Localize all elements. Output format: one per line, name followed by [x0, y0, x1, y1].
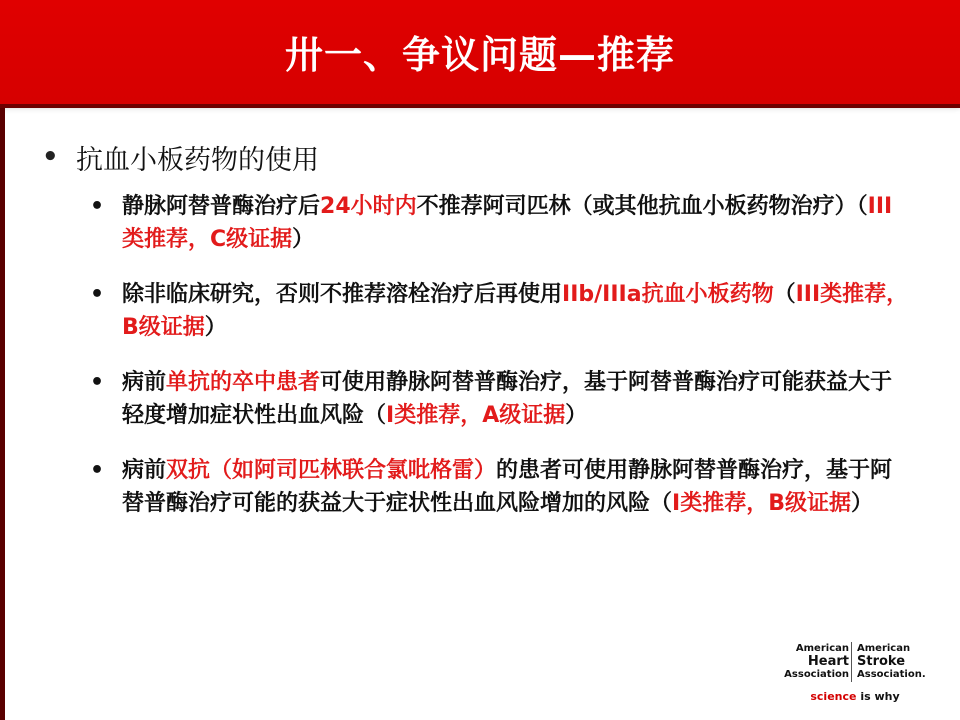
- segment-black: 静脉阿替普酶治疗后: [122, 194, 321, 219]
- sub-bullet-dot: •: [90, 282, 105, 307]
- segment-black: 的患者可使用静脉阿替普酶治疗，基于阿替普酶治疗可能的获益大于症状性出血风险增加的风险（: [122, 458, 893, 516]
- segment-black: 不推荐阿司匹林（或其他抗血小板药物治疗）（: [416, 194, 868, 219]
- logo-text: American: [795, 643, 849, 654]
- sub-bullet-list: [90, 190, 910, 542]
- left-border: [0, 108, 5, 720]
- segment-red: III类推荐，C级证据: [122, 194, 893, 252]
- segment-red: 24小时内: [320, 194, 417, 219]
- sub-bullet-dot: •: [90, 458, 105, 483]
- title-bar-shadow: [0, 104, 960, 108]
- segment-red: IIb/IIIa抗血小板药物: [562, 282, 774, 307]
- logo-text: Association.: [857, 669, 926, 680]
- sub-bullet-item: [90, 190, 910, 256]
- segment-black: ）: [204, 315, 227, 340]
- main-bullet-dot: •: [42, 142, 59, 172]
- segment-red: I类推荐，B级证据: [672, 491, 851, 516]
- stroke-association-wordmark: [857, 642, 926, 681]
- segment-red: III类推荐，B级证据: [122, 282, 909, 340]
- logo-text: American: [857, 643, 911, 654]
- heart-association-wordmark: [784, 642, 849, 681]
- page-title: 卅一、争议问题—推荐: [284, 33, 675, 77]
- sub-bullet-item: [90, 454, 910, 520]
- logo-text: Heart: [807, 654, 849, 669]
- sub-bullet-item: [90, 366, 910, 432]
- segment-black: 除非临床研究，否则不推荐溶栓治疗后再使用: [122, 282, 563, 307]
- title-bar: [0, 0, 960, 104]
- segment-black: 病前: [122, 370, 167, 395]
- segment-red: 双抗（如阿司匹林联合氯吡格雷）: [166, 458, 497, 483]
- logo-tagline: [785, 690, 925, 703]
- logo-tagline-is-why: is why: [860, 690, 900, 703]
- logo-text: Association: [784, 669, 849, 680]
- logo-tagline-science: science: [810, 690, 857, 703]
- segment-black: ）: [850, 491, 873, 516]
- logo-text: Stroke: [857, 654, 906, 669]
- segment-black: ）: [565, 403, 588, 428]
- segment-red: I类推荐，A级证据: [386, 403, 566, 428]
- aha-asa-logo: [775, 642, 945, 712]
- segment-red: 单抗的卒中患者: [166, 370, 321, 395]
- sub-bullet-dot: •: [90, 370, 105, 395]
- main-bullet-text: 抗血小板药物的使用: [76, 145, 319, 176]
- segment-black: （: [773, 282, 796, 307]
- logo-divider: [851, 642, 852, 682]
- sub-bullet-dot: •: [90, 194, 105, 219]
- segment-black: 可使用静脉阿替普酶治疗，基于阿替普酶治疗可能获益大于轻度增加症状性出血风险（: [122, 370, 893, 428]
- segment-black: 病前: [122, 458, 167, 483]
- sub-bullet-item: [90, 278, 910, 344]
- segment-black: ）: [292, 227, 315, 252]
